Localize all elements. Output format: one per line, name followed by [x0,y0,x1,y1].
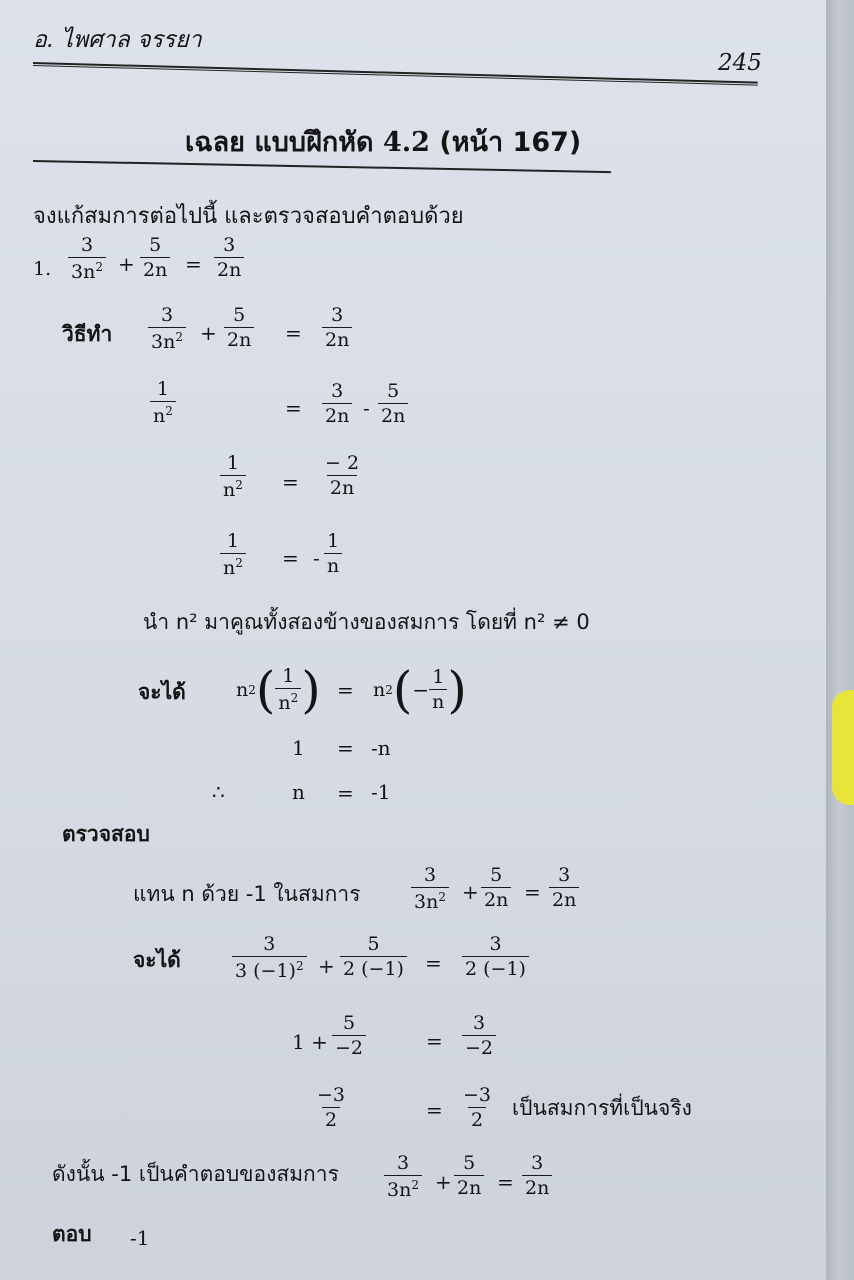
author-name: อ. ไพศาล จรรยา [33,27,202,53]
page-number: 245 [718,50,762,76]
solution-l2-lhs: 1 $n^2$ [150,380,176,426]
conclusion-fraction-2: 5 2n [454,1154,484,1198]
substitute-text: แทน n ด้วย -1 ในสมการ [133,882,361,906]
solution-l3-rhs: − 2 2n [325,452,360,499]
check-l2-fraction-1: 3 3 $(-1)^2$ [232,935,307,981]
plus-sign: + [200,321,217,345]
conclusion-fraction-3: 3 2n [522,1154,552,1198]
check-obtain-label: จะได้ [133,948,181,972]
problem-fraction-3: 3 2n [214,236,244,280]
problem-fraction-2: 5 2n [140,236,170,280]
solution-l4-rhs: 1 n [324,532,342,576]
equals-sign: = [337,781,354,805]
solution-l4-lhs: 1 $n^2$ [220,532,246,578]
solution-l6-rhs: -n [371,736,391,760]
plus-sign: + [462,880,479,904]
solution-l5-rhs: n 2 ( − $\frac{1}{n}$ ) [373,661,467,719]
solution-l6-lhs: 1 [292,736,305,760]
equals-sign: = [337,678,354,702]
true-equation-note: เป็นสมการที่เป็นจริง [512,1096,692,1120]
yellow-bookmark-tab [832,690,854,805]
solution-l2-rhs-1: 3 2n [322,382,352,426]
check-l3-lead: 1 + [292,1030,328,1054]
title-section: 4.2 [382,127,430,158]
solution-l5-lhs: n 2 ( 1 $n^2$ ) [236,661,321,719]
solution-l7-lhs: n [292,780,305,804]
therefore-symbol: ∴ [212,780,225,804]
check-l3-fraction-1: 5 −2 [332,1014,366,1058]
equals-sign: = [426,1098,443,1122]
equals-sign: = [425,951,442,975]
check-l1-fraction-3: 3 2n [549,866,579,910]
instruction-text: จงแก้สมการต่อไปนี้ และตรวจสอบคำตอบด้วย [33,204,464,229]
solution-l1-fraction-1: 3 $3n^2$ [148,306,186,352]
solution-l7-rhs: -1 [371,780,391,804]
plus-sign: + [435,1170,452,1194]
check-l4-fraction-2: −3 2 [463,1084,492,1131]
title-text: เฉลย แบบฝึกหัด [185,127,374,158]
solution-label: วิธีทำ [62,322,113,346]
page-title [185,120,581,163]
equals-sign: = [426,1029,443,1053]
solution-l1-fraction-2: 5 2n [224,306,254,350]
check-label: ตรวจสอบ [62,822,150,846]
title-page-ref: (หน้า 167) [439,127,582,158]
minus-sign: - [363,396,370,420]
equals-sign: = [524,880,541,904]
equals-sign: = [282,470,299,494]
multiply-note: นำ n² มาคูณทั้งสองข้างของสมการ โดยที่ n² ≠ 0 [143,610,590,634]
obtain-label: จะได้ [138,680,186,704]
page-edge [826,0,854,1280]
plus-sign: + [118,252,135,276]
solution-l2-rhs-2: 5 2n [378,382,408,426]
equals-sign: = [497,1170,514,1194]
equals-sign: = [285,396,302,420]
equals-sign: = [185,252,202,276]
check-l2-fraction-2: 5 2 (−1) [340,935,407,979]
conclusion-fraction-1: 3 $3n^2$ [384,1154,422,1200]
equals-sign: = [282,546,299,570]
plus-sign: + [318,954,335,978]
answer-value: -1 [130,1226,150,1250]
equals-sign: = [285,321,302,345]
check-l4-fraction-1: −3 2 [317,1084,346,1131]
solution-l3-lhs: 1 $n^2$ [220,454,246,500]
problem-number: 1. [33,258,52,280]
conclusion-text: ดังนั้น -1 เป็นคำตอบของสมการ [52,1162,339,1186]
answer-label: ตอบ [52,1222,92,1246]
check-l1-fraction-1: 3 $3n^2$ [411,866,449,912]
check-l2-fraction-3: 3 2 (−1) [462,935,529,979]
problem-fraction-1: 3 $3n^2$ [68,236,106,282]
equals-sign: = [337,736,354,760]
check-l3-fraction-2: 3 −2 [462,1014,496,1058]
check-l1-fraction-2: 5 2n [481,866,511,910]
solution-l1-fraction-3: 3 2n [322,306,352,350]
negative-sign: - [313,546,320,570]
